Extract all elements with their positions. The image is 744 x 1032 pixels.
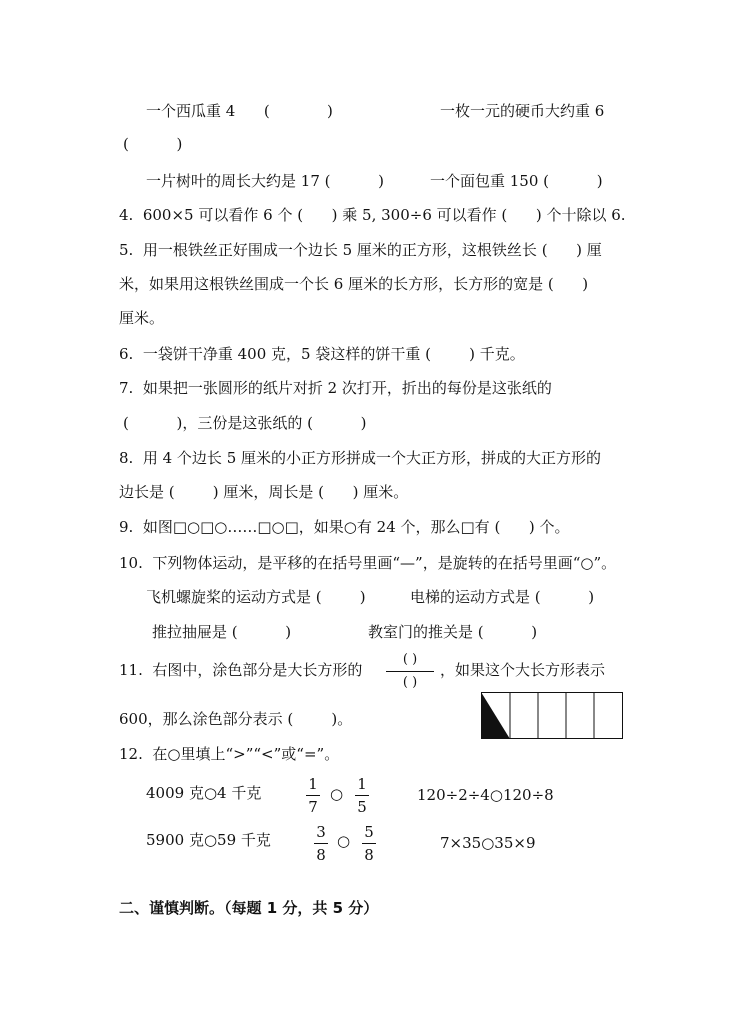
compare-mass-1: 4009 克○4 千克: [146, 784, 262, 802]
compare-circle-2: ○: [337, 832, 351, 850]
question-5-line-2: 米，如果用这根铁丝围成一个长 6 厘米的长方形，长方形的宽是 ( ): [119, 275, 589, 293]
fraction-blank-numerator: ( ): [402, 652, 418, 667]
fraction-1-5-numerator: 1: [357, 775, 367, 793]
door-motion-line: 教室门的推关是 ( ): [368, 623, 538, 641]
fraction-1-7-bar: [306, 795, 320, 796]
fraction-1-5-denominator: 5: [357, 798, 367, 816]
question-11-line-2: 600，那么涂色部分表示 ( )。: [119, 710, 353, 728]
shaded-triangle: [481, 692, 510, 739]
question-9: 9. 如图□○□○……□○□，如果○有 24 个，那么□有 ( ) 个。: [119, 518, 570, 536]
question-4: 4. 600×5 可以看作 6 个 ( ) 乘 5, 300÷6 可以看作 ( ) 个十除以 6.: [119, 206, 626, 224]
fraction-5-8-bar: [362, 843, 376, 844]
shaded-rectangle-figure: [481, 692, 623, 739]
question-7-line-2: ( )，三份是这张纸的 ( ): [123, 414, 367, 432]
bread-weight-line: 一个面包重 150 ( ): [430, 172, 603, 190]
leaf-perimeter-line: 一片树叶的周长大约是 17 ( ): [146, 172, 385, 190]
compare-multiplication: 7×35○35×9: [440, 834, 536, 852]
fraction-5-8-numerator: 5: [364, 823, 374, 841]
compare-mass-2: 5900 克○59 千克: [146, 831, 271, 849]
section-2-heading: 二、谨慎判断。（每题 1 分，共 5 分）: [119, 899, 379, 917]
watermelon-weight-line: 一个西瓜重 4 ( ): [146, 102, 333, 120]
elevator-motion-line: 电梯的运动方式是 ( ): [410, 588, 595, 606]
question-12: 12. 在○里填上“>”“<”或“=”。: [119, 745, 340, 763]
fraction-3-8-denominator: 8: [316, 846, 326, 864]
question-8-line-1: 8. 用 4 个边长 5 厘米的小正方形拼成一个大正方形，拼成的大正方形的: [119, 449, 602, 467]
question-5-line-1: 5. 用一根铁丝正好围成一个边长 5 厘米的正方形，这根铁丝长 ( ) 厘: [119, 241, 602, 259]
fraction-5-8-denominator: 8: [364, 846, 374, 864]
fraction-1-7-numerator: 1: [308, 775, 318, 793]
drawer-motion-line: 推拉抽屉是 ( ): [152, 623, 292, 641]
coin-weight-line: 一枚一元的硬币大约重 6: [440, 102, 605, 120]
fraction-3-8-numerator: 3: [316, 823, 326, 841]
question-11-line-1-tail: ，如果这个大长方形表示: [440, 661, 606, 679]
coin-weight-blank: ( ): [123, 135, 183, 153]
question-6: 6. 一袋饼干净重 400 克，5 袋这样的饼干重 ( ) 千克。: [119, 345, 525, 363]
compare-division: 120÷2÷4○120÷8: [417, 786, 554, 804]
question-11-line-1: 11. 右图中，涂色部分是大长方形的: [119, 661, 363, 679]
compare-circle-1: ○: [330, 785, 344, 803]
fraction-1-5-bar: [355, 795, 369, 796]
fraction-3-8-bar: [314, 843, 328, 844]
propeller-motion-line: 飞机螺旋桨的运动方式是 ( ): [146, 588, 366, 606]
question-5-line-3: 厘米。: [119, 309, 165, 327]
fraction-blank-denominator: ( ): [402, 675, 418, 690]
question-7-line-1: 7. 如果把一张圆形的纸片对折 2 次打开，折出的每份是这张纸的: [119, 379, 552, 397]
fraction-blank-bar: [386, 671, 434, 672]
question-8-line-2: 边长是 ( ) 厘米，周长是 ( ) 厘米。: [119, 483, 409, 501]
question-10: 10. 下列物体运动，是平移的在括号里画“—”，是旋转的在括号里画“○”。: [119, 554, 617, 572]
fraction-1-7-denominator: 7: [308, 798, 318, 816]
